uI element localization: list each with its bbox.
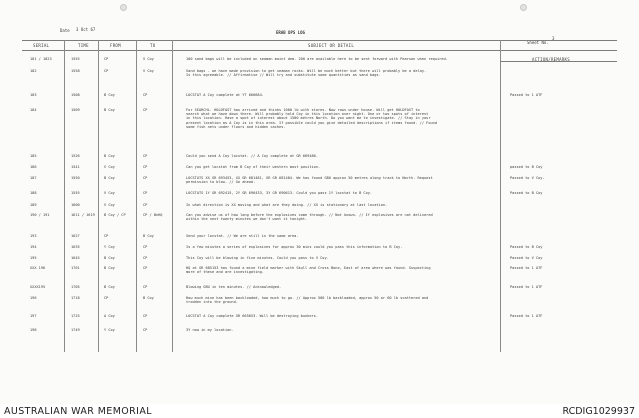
row-to: V Coy — [143, 69, 154, 73]
row-from: B Coy / CP — [104, 213, 126, 217]
row-action: Passed to 1 ATF — [510, 314, 543, 318]
column-rule — [98, 40, 99, 352]
col-serial: SERIAL — [33, 43, 50, 48]
row-time: 1558 — [71, 69, 80, 73]
row-time: 1749 — [71, 328, 80, 332]
row-action: Passed to 1 ATF — [510, 285, 543, 289]
row-from: B Coy — [104, 93, 115, 97]
col-action: ACTION/REMARKS — [532, 57, 570, 62]
row-from: V Coy — [104, 191, 115, 195]
row-time: 1627 — [71, 234, 80, 238]
row-to: CP — [143, 165, 148, 169]
row-to: CP — [143, 314, 148, 318]
column-rule — [64, 40, 65, 352]
row-subject — [186, 108, 504, 129]
row-serial: 189 — [30, 203, 37, 207]
row-action: Passed to V Coy — [510, 256, 543, 260]
row-subject — [186, 245, 504, 249]
subject-line: search what we have down there. Will probably hold Coy in this location over night. One or two spots of interest — [186, 112, 429, 117]
row-to: CP — [143, 285, 148, 289]
table-header-rule — [22, 50, 617, 51]
row-time: 1550 — [71, 176, 80, 180]
subject-line: within the next twenty minutes we don't want it tonight. — [186, 217, 308, 222]
row-serial: 181 / 1823 — [30, 57, 52, 61]
row-to: CP — [143, 93, 148, 97]
row-to: CP — [143, 266, 148, 270]
row-time: 1509 — [71, 108, 80, 112]
row-action: Passed to B Coy — [510, 191, 543, 195]
row-from: CP — [104, 69, 109, 73]
row-from: CP — [104, 57, 109, 61]
footer — [0, 404, 639, 418]
table-top-rule — [22, 40, 617, 41]
col-subject: SUBJECT OR DETAIL — [308, 43, 355, 48]
row-serial: 197 — [30, 314, 37, 318]
row-subject — [186, 285, 504, 289]
row-time: 1555 — [71, 57, 80, 61]
row-time: 1541 — [71, 165, 80, 169]
row-serial: XXXX195 — [30, 285, 46, 289]
subject-line: In what direction is XX moving and what are they doing. // XX is stationary at last location. — [186, 203, 388, 207]
row-subject — [186, 93, 504, 97]
row-subject — [186, 203, 504, 207]
row-serial: 182 — [30, 69, 37, 73]
row-time: 1725 — [71, 314, 80, 318]
row-to: CP — [143, 108, 148, 112]
row-subject — [186, 256, 504, 260]
row-serial: XXX 196 — [30, 266, 46, 270]
row-serial: 194 — [30, 245, 37, 249]
sheet-label: Sheet No. — [527, 40, 549, 45]
row-subject — [186, 69, 504, 77]
row-time: 1600 — [71, 203, 80, 207]
row-time: 1645 — [71, 256, 80, 260]
subject-line: present location as A Coy is in this area. If possible could you give detailed descriptions if items found. // Found — [186, 120, 437, 125]
row-serial: 187 — [30, 176, 37, 180]
subject-line: Can you get locstat from B Coy of their western most position. — [186, 165, 321, 169]
subject-line: LOCSTATS XX GR 693453, XX GR 681481, GR GR 681484. We has found GBU approx 50 metres along track to North. Request — [186, 176, 433, 180]
row-to: CP — [143, 176, 148, 180]
row-subject — [186, 314, 504, 318]
row-serial: 183 — [30, 93, 37, 97]
row-from: V Coy — [104, 165, 115, 169]
footer-reference: RCDIG1029937 — [562, 406, 635, 417]
row-time: 1611 / 1619 — [71, 213, 95, 217]
row-from: Y Coy — [104, 245, 115, 249]
subject-line: permission to blow. // Go ahead. — [186, 180, 256, 185]
row-subject — [186, 266, 504, 274]
row-serial: 198 — [30, 328, 37, 332]
subject-line: LOCSTATS 1Y GR 692415, 2Y GR 696433, 3Y GR 690613. Could you pass 1Y locstat to B Coy. — [186, 191, 373, 195]
row-to: CP — [143, 245, 148, 249]
row-to: CP — [143, 203, 148, 207]
row-from: B Coy — [104, 176, 115, 180]
row-from: V Coy — [104, 203, 115, 207]
col-time: TIME — [78, 43, 89, 48]
row-to: V Coy — [143, 57, 154, 61]
subject-line: Blowing GBU in ten minutes. // Acknowledged. — [186, 285, 282, 289]
subject-line: Sand bags - we have made provision to get seaman rocks. Will be much better but there will probably be a delay. — [186, 69, 427, 73]
row-time: 1701 — [71, 266, 80, 270]
sheet-value: 3 — [552, 36, 555, 41]
subject-line: For SEARCHL. HOLDFAST has arrived and thinks 1000 lb with stores. Now rows under house. Will get HOLDFAST to — [186, 108, 420, 112]
punch-hole — [520, 4, 527, 11]
row-serial: 196 — [30, 296, 37, 300]
action-header-rule — [500, 61, 617, 62]
row-subject — [186, 165, 504, 169]
row-subject — [186, 191, 504, 195]
row-serial: 195 — [30, 256, 37, 260]
row-to: B Coy — [143, 234, 154, 238]
row-from: A Coy — [104, 314, 115, 318]
row-to: B Coy — [143, 296, 154, 300]
subject-line: more of these and are investigating. — [186, 270, 264, 275]
subject-line: in this location. Have a spot of interest about 1500 metres North. Do you want me to investigate. // Stay in your — [186, 116, 431, 121]
subject-line: Can you advise us of how long before the explosives come through. // Not known. // If explosives are not delivered — [186, 213, 433, 217]
column-rule — [172, 40, 173, 352]
row-subject — [186, 296, 504, 304]
row-subject — [186, 328, 504, 332]
subject-line: HQ at GR 685153 has found a mine field marker with Skull and Cross Bone, East of area where was found. Suspecting — [186, 266, 431, 270]
row-subject — [186, 57, 504, 61]
row-from: B Coy — [104, 154, 115, 158]
row-action: Passed to V Coy. — [510, 176, 545, 180]
row-time: 1705 — [71, 285, 80, 289]
row-action: Passed to 1 ATF — [510, 266, 543, 270]
row-serial: 190 / 191 — [30, 213, 50, 217]
row-to: CP — [143, 191, 148, 195]
row-to: CP — [143, 256, 148, 260]
row-subject — [186, 154, 504, 158]
subject-line: LOCSTAT A Coy complete at YT 666684. — [186, 93, 264, 97]
subject-line: 100 sand bags will be included on seaman maint dem. 200 are available here to be sent forward with Pearson when required. — [186, 57, 448, 61]
row-time: 1635 — [71, 245, 80, 249]
row-serial: 186 — [30, 165, 37, 169]
row-action: passed to B Coy — [510, 165, 543, 169]
row-from: CP — [104, 296, 109, 300]
row-to: CP / BnHQ — [143, 213, 163, 217]
col-to: TO — [150, 43, 156, 48]
row-from: CP — [104, 234, 109, 238]
row-from: B Coy — [104, 108, 115, 112]
row-serial: 193 — [30, 234, 37, 238]
date-value: 3 Oct 67 — [76, 27, 96, 32]
subject-line: Is a few minutes a series of explosives for approx 30 mins could you pass this information to B Coy. — [186, 245, 403, 249]
row-time: 1526 — [71, 154, 80, 158]
row-serial: 184 — [30, 108, 37, 112]
row-from: B Coy — [104, 266, 115, 270]
footer-collection: AUSTRALIAN WAR MEMORIAL — [4, 406, 152, 417]
row-action: Passed to B Coy — [510, 245, 543, 249]
punch-hole — [120, 4, 127, 11]
row-subject — [186, 176, 504, 184]
subject-line: Send your locstat. // We are still in the same area. — [186, 234, 299, 238]
col-from: FROM — [110, 43, 121, 48]
date-label: Date — [60, 28, 70, 33]
row-time: 1508 — [71, 93, 80, 97]
subject-line: How much mine has been backloaded, how much to go. // Approx 500 lb backloaded, approx 50 or 60 lb scattered and — [186, 296, 429, 300]
row-from: Y Coy — [104, 328, 115, 332]
row-subject — [186, 213, 504, 221]
subject-line: 3Y now in my location. — [186, 328, 234, 332]
row-serial: 188 — [30, 191, 37, 195]
row-to: CP — [143, 328, 148, 332]
row-from: B Coy — [104, 285, 115, 289]
row-action: Passed to 1 ATF — [510, 93, 543, 97]
subject-line: Is this agreeable. // Affirmative // Will try and substitute some quantities as sand bags. — [186, 73, 381, 78]
subject-line: This Coy will be blowing in five minutes. Could you pass to V Coy. — [186, 256, 329, 260]
column-rule — [136, 40, 137, 352]
row-subject — [186, 234, 504, 238]
column-rule — [500, 40, 501, 352]
subject-line: trodden into the ground. — [186, 300, 238, 305]
row-serial: 185 — [30, 154, 37, 158]
row-time: 1718 — [71, 296, 80, 300]
row-time: 1555 — [71, 191, 80, 195]
row-from: B Coy — [104, 256, 115, 260]
row-to: CP — [143, 154, 148, 158]
subject-line: some fish nets under floors and hidden caches. — [186, 124, 286, 129]
page-title: ERAB OPS LOG — [276, 30, 305, 35]
subject-line: Could you send A Coy locstat. // A Coy complete at GR 669486. — [186, 154, 318, 158]
subject-line: LOCSTAT A Coy complete GR 665653. Will be destroying bunkers. — [186, 314, 318, 318]
